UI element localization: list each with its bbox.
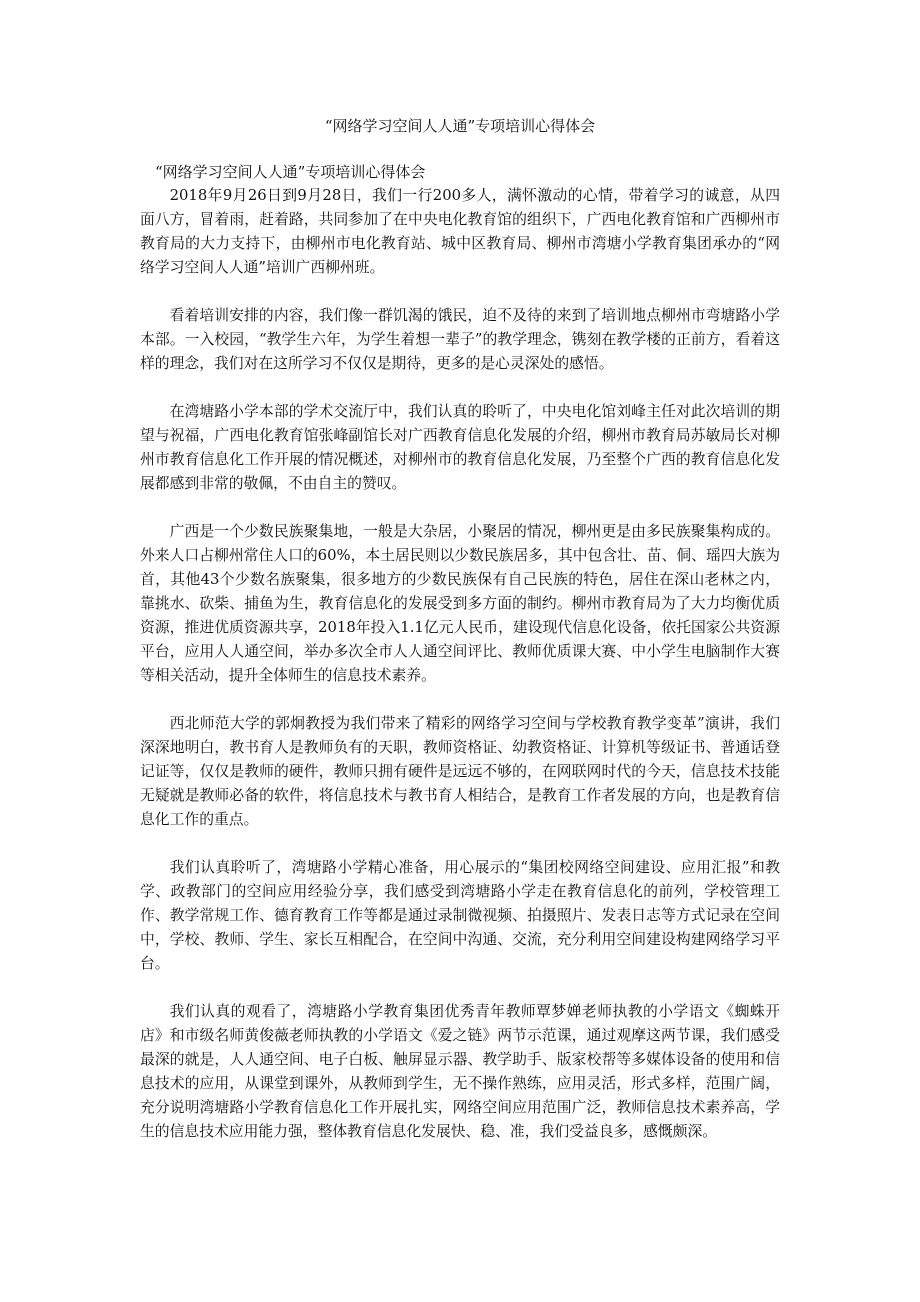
paragraph-5: 西北师范大学的郭炯教授为我们带来了精彩的网络学习空间与学校教育教学变革”演讲，我们深深地明白，教书育人是教师负有的天职，教师资格证、幼教资格证、计算机等级证书、普通话登记证等，仅仅是教师的硬件，教师只拥有硬件是远远不够的，在网联网时代的今天，信息技术技能无疑就是教师必备的软件，将信息技术与教书育人相结合，是教育工作者发展的方向，也是教育信息化工作的重点。: [140, 715, 780, 828]
paragraph-1: 2018年9月26日到9月28日，我们一行200多人，满怀激动的心情，带着学习的诚意，从四面八方，冒着雨，赶着路，共同参加了在中央电化教育馆的组织下，广西电化教育馆和广西柳州市教育局的大力支持下，由柳州市电化教育站、城中区教育局、柳州市湾塘小学教育集团承办的“网络学习空间人人通”培训广西柳州班。: [140, 187, 780, 276]
paragraph-3: 在湾塘路小学本部的学术交流厅中，我们认真的聆听了，中央电化馆刘峰主任对此次培训的期望与祝福，广西电化教育馆张峰副馆长对广西教育信息化发展的介绍，柳州市教育局苏敏局长对柳州市教育信息化工作开展的情况概述，对柳州市的教育信息化发展，乃至整个广西的教育信息化发展都感到非常的敬佩，不由自主的赞叹。: [140, 403, 780, 492]
paragraph-6: 我们认真聆听了，湾塘路小学精心准备，用心展示的“集团校网络空间建设、应用汇报”和教学、政教部门的空间应用经验分享，我们感受到湾塘路小学走在教育信息化的前列，学校管理工作、教学常规工作、德育教育工作等都是通过录制微视频、拍摄照片、发表日志等方式记录在空间中，学校、教师、学生、家长互相配合，在空间中沟通、交流，充分利用空间建设构建网络学习平台。: [140, 859, 780, 972]
document-title: “网络学习空间人人通”专项培训心得体会: [324, 117, 596, 135]
document-subtitle: “网络学习空间人人通”专项培训心得体会: [155, 163, 426, 181]
document-body: [140, 160, 780, 1168]
paragraph-7: 我们认真的观看了，湾塘路小学教育集团优秀青年教师覃梦婵老师执教的小学语文《蜘蛛开店》和市级名师黄俊薇老师执教的小学语文《爱之链》两节示范课，通过观摩这两节课，我们感受最深的就是，人人通空间、电子白板、触屏显示器、教学助手、版家校帮等多媒体设备的使用和信息技术的应用，从课堂到课外，从教师到学生，无不操作熟练，应用灵活，形式多样，范围广阔，充分说明湾塘路小学教育信息化工作开展扎实，网络空间应用范围广泛，教师信息技术素养高，学生的信息技术应用能力强，整体教育信息化发展快、稳、准，我们受益良多，感慨颇深。: [140, 1003, 780, 1140]
paragraph-4: 广西是一个少数民族聚集地，一般是大杂居，小聚居的情况，柳州更是由多民族聚集构成的。外来人口占柳州常住人口的60%，本土居民则以少数民族居多，其中包含壮、苗、侗、瑶四大族为首，其他43个少数名族聚集，很多地方的少数民族保有自己民族的特色，居住在深山老林之内，靠挑水、砍柴、捕鱼为生，教育信息化的发展受到多方面的制约。柳州市教育局为了大力均衡优质资源，推进优质资源共享，2018年投入1.1亿元人民币，建设现代信息化设备，依托国家公共资源平台，应用人人通空间，举办多次全市人人通空间评比、教师优质课大赛、中小学生电脑制作大赛等相关活动，提升全体师生的信息技术素养。: [140, 523, 780, 684]
paragraph-2: 看着培训安排的内容，我们像一群饥渴的饿民，迫不及待的来到了培训地点柳州市弯塘路小学本部。一入校园，“教学生六年，为学生着想一辈子”的教学理念，镌刻在教学楼的正前方，看着这样的理念，我们对在这所学习不仅仅是期待，更多的是心灵深处的感悟。: [140, 307, 780, 372]
